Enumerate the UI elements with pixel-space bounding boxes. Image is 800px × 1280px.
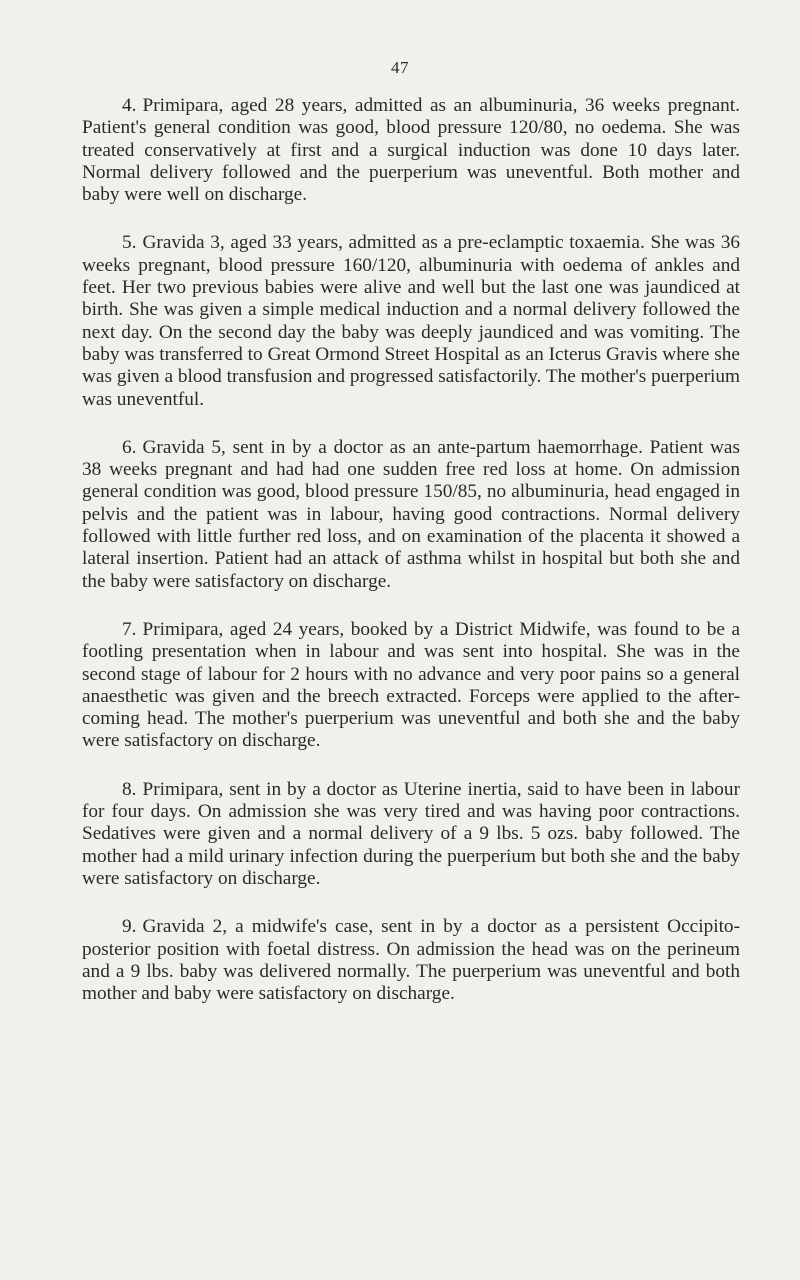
case-paragraph-4 (82, 95, 740, 206)
case-paragraph-6 (82, 437, 740, 593)
case-number: 8. (122, 778, 137, 800)
case-paragraph-5 (82, 232, 740, 410)
case-text: Primipara, sent in by a doctor as Uterine inertia, said to have been in labour for four days. On admission she was very tired and was having poor contractions. Sedatives were given and a normal delivery of a 9 lbs. 5 ozs. baby followed. The mother had a mild urinary infection during the puerperium but both she and the baby were satisfactory on discharge. (82, 778, 740, 889)
case-text: Gravida 2, a midwife's case, sent in by a doctor as a persistent Occipito-posterior position with foetal distress. On admission the head was on the perineum and a 9 lbs. baby was delivered normally. The puerperium was uneventful and both mother and baby were satisfactory on discharge. (82, 916, 740, 1005)
case-number: 9. (122, 916, 137, 938)
case-text: Gravida 5, sent in by a doctor as an ante-partum haemorrhage. Patient was 38 weeks pregnant and had had one sudden free red loss at home. On admission general condition was good, blood pressure 150/85, no albuminuria, head engaged in pelvis and the patient was in labour, having good contractions. Normal delivery followed with little further red loss, and on examination of the placenta it showed a lateral insertion. Patient had an attack of asthma whilst in hospital but both she and the baby were satisfactory on discharge. (82, 436, 740, 592)
case-number: 5. (122, 232, 137, 254)
case-paragraph-7 (82, 619, 740, 753)
case-text: Gravida 3, aged 33 years, admitted as a pre-eclamptic toxaemia. She was 36 weeks pregnant, blood pressure 160/120, albuminuria with oedema of ankles and feet. Her two previous babies were alive and well but the last one was jaundiced at birth. She was given a simple medical induction and a normal delivery followed the next day. On the second day the baby was deeply jaundiced and was vomiting. The baby was transferred to Great Ormond Street Hospital as an Icterus Gravis where she was given a blood transfusion and progressed satisfactorily. The mother's puerperium was uneventful. (82, 232, 740, 410)
case-text: Primipara, aged 24 years, booked by a District Midwife, was found to be a footling presentation when in labour and was sent into hospital. She was in the second stage of labour for 2 hours with no advance and very poor pains so a general anaesthetic was given and the breech extracted. Forceps were applied to the after-coming head. The mother's puerperium was uneventful and both she and the baby were satisfactory on discharge. (82, 618, 740, 752)
case-paragraph-9 (82, 916, 740, 1005)
body-text (82, 95, 740, 1031)
case-number: 7. (122, 618, 137, 640)
case-number: 6. (122, 436, 137, 458)
case-paragraph-8 (82, 779, 740, 890)
page-number: 47 (391, 58, 409, 77)
case-text: Primipara, aged 28 years, admitted as an albuminuria, 36 weeks pregnant. Patient's general condition was good, blood pressure 120/80, no oedema. She was treated conservatively at first and a surgical induction was done 10 days later. Normal delivery followed and the puerperium was uneventful. Both mother and baby were well on discharge. (82, 95, 740, 206)
case-number: 4. (122, 95, 137, 116)
